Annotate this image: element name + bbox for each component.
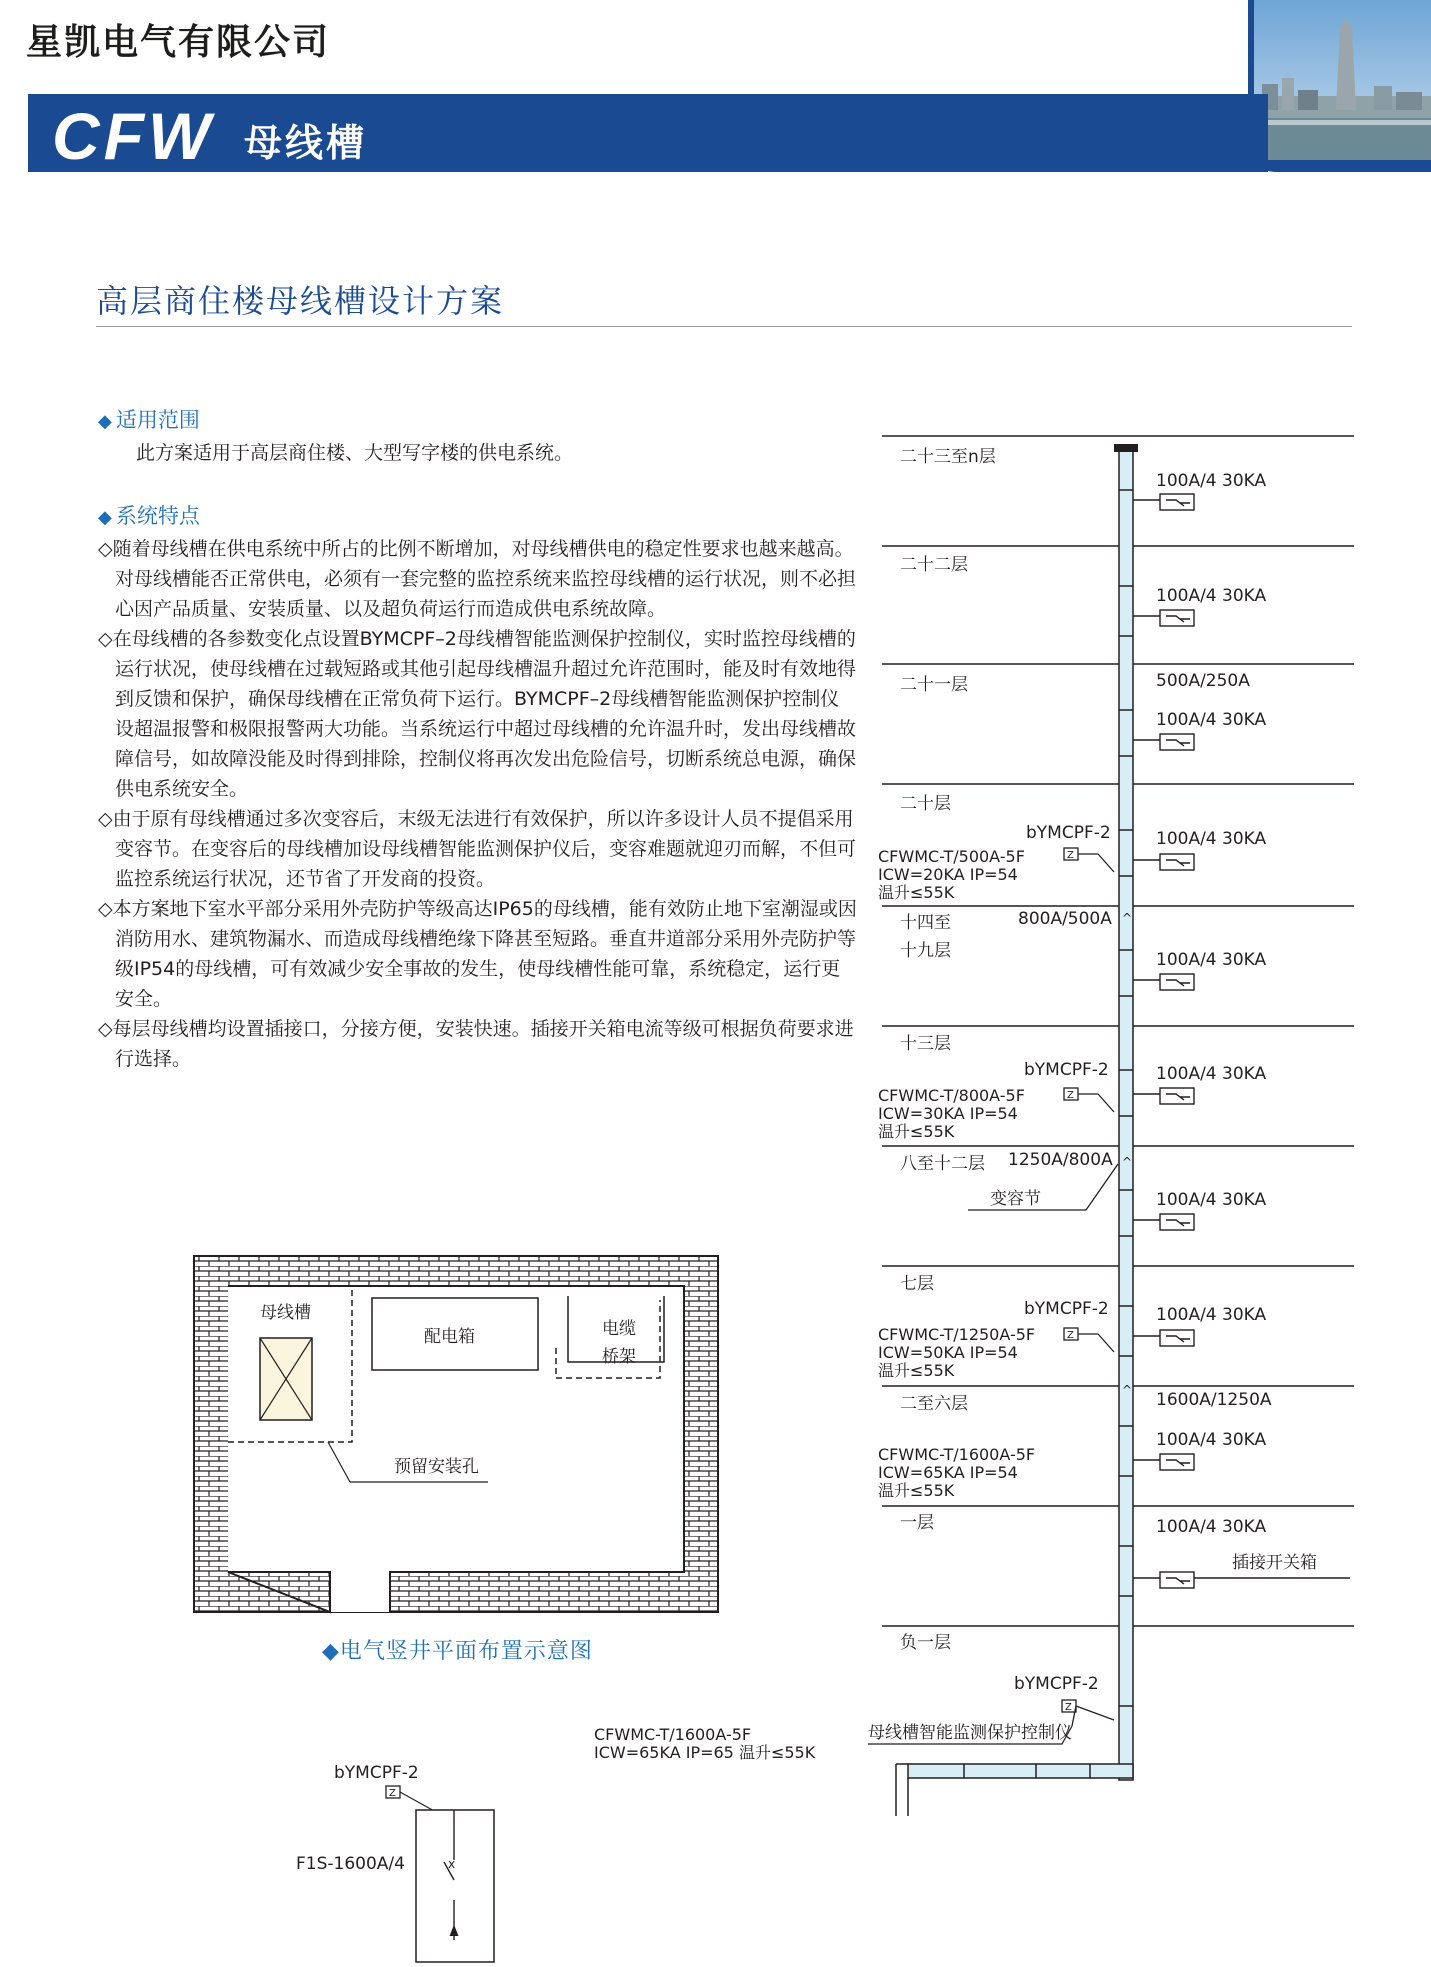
feature-item: ◇每层母线槽均设置插接口，分接方便，安装快速。插接开关箱电流等级可根据负荷要求进行选择。 bbox=[98, 1018, 854, 1070]
basement-spec: CFWMC-T/1600A-5F bbox=[594, 1725, 752, 1744]
company-name: 星凯电气有限公司 bbox=[26, 22, 331, 63]
segment-spec: CFWMC-T/1250A-5F bbox=[878, 1325, 1036, 1344]
product-code: CFW bbox=[52, 99, 215, 173]
floor-label: 二十二层 bbox=[900, 555, 968, 575]
svg-text:^: ^ bbox=[1122, 1383, 1133, 1397]
reserved-hole-label: 预留安装孔 bbox=[394, 1457, 479, 1477]
feature-item: ◇由于原有母线槽通过多次变容后，末级无法进行有效保护，所以许多设计人员不提倡采用变容节。在变容后的母线槽加设母线槽智能监测保护仪后，变容难题就迎刃而解，不但可监控系统运行状况，还节省了开发商的投资。 bbox=[98, 808, 857, 890]
tap-rating: 100A/4 30KA bbox=[1156, 1064, 1267, 1084]
tap-rating: 100A/4 30KA bbox=[1156, 950, 1267, 970]
scope-heading bbox=[98, 404, 200, 434]
svg-text:Z: Z bbox=[1067, 1090, 1074, 1101]
tap-rating: 100A/4 30KA bbox=[1156, 1517, 1267, 1537]
switch-cabinet-box bbox=[416, 1810, 494, 1962]
feature-item: ◇在母线槽的各参数变化点设置BYMCPF–2母线槽智能监测保护控制仪，实时监控母线槽的运行状况，使母线槽在过载短路或其他引起母线槽温升超过允许范围时，能及时有效地得到反馈和保护，确保母线槽在正常负荷下运行。BYMCPF–2母线槽智能监测保护控制仪设超温报警和极限报警两大功能。当系统运行中超过母线槽的允许温升时，发出母线槽故障信号，如故障没能及时得到排除，控制仪将再次发出危险信号，切断系统总电源，确保供电系统安全。 bbox=[98, 628, 857, 800]
feature-item: ◇本方案地下室水平部分采用外壳防护等级高达IP65的母线槽，能有效防止地下室潮湿或因消防用水、建筑物漏水、而造成母线槽绝缘下降甚至短路。垂直井道部分采用外壳防护等级IP54的母线槽，可有效减少安全事故的发生，使母线槽性能可靠，系统稳定，运行更安全。 bbox=[98, 898, 857, 1010]
vertical-busway bbox=[1119, 450, 1133, 1780]
svg-text:^: ^ bbox=[1122, 1155, 1133, 1169]
svg-text:Z: Z bbox=[389, 1788, 396, 1799]
monitor-z-icons bbox=[1062, 848, 1114, 1726]
svg-text:Z: Z bbox=[1065, 1702, 1072, 1713]
cable-tray-label-2: 桥架 bbox=[602, 1347, 636, 1367]
svg-text:x: x bbox=[448, 1857, 456, 1871]
monitor-label: bYMCPF-2 bbox=[334, 1763, 419, 1783]
floor-label: 二至六层 bbox=[900, 1394, 968, 1414]
features-heading bbox=[98, 500, 200, 530]
monitor-label: bYMCPF-2 bbox=[1026, 823, 1111, 843]
segment-spec: ICW=30KA IP=54 bbox=[878, 1104, 1018, 1123]
floor-label: 二十层 bbox=[900, 794, 951, 814]
floorplan-caption bbox=[322, 1634, 593, 1665]
cable-tray-label-1: 电缆 bbox=[602, 1319, 636, 1339]
segment-spec: CFWMC-T/800A-5F bbox=[878, 1086, 1025, 1105]
tap-rating: 100A/4 30KA bbox=[1156, 586, 1267, 606]
segment-spec: ICW=50KA IP=54 bbox=[878, 1343, 1018, 1362]
monitor-label: bYMCPF-2 bbox=[1014, 1674, 1099, 1694]
floorplan-caption-text: 电气竖井平面布置示意图 bbox=[339, 1639, 593, 1664]
diamond-bullet-icon: ◆ bbox=[98, 507, 112, 528]
svg-text:^: ^ bbox=[1122, 911, 1133, 925]
floor-label: 十九层 bbox=[900, 941, 951, 961]
svg-text:Z: Z bbox=[1067, 850, 1074, 861]
segment-spec: ICW=65KA IP=54 bbox=[878, 1463, 1018, 1482]
header-photo bbox=[1248, 0, 1431, 172]
capacity-section-label: 变容节 bbox=[990, 1189, 1041, 1209]
busway-label: 母线槽 bbox=[260, 1303, 311, 1323]
shaft-floor-plan bbox=[194, 1256, 718, 1612]
capacity-change-label: 1600A/1250A bbox=[1156, 1390, 1272, 1410]
floor-label: 一层 bbox=[900, 1513, 934, 1533]
busway-end-cap bbox=[1114, 444, 1138, 452]
monitor-full-label: 母线槽智能监测保护控制仪 bbox=[868, 1723, 1072, 1743]
segment-spec: 温升≤55K bbox=[878, 1361, 955, 1380]
diamond-bullet-icon: ◆ bbox=[322, 1639, 340, 1664]
segment-spec: CFWMC-T/500A-5F bbox=[878, 847, 1025, 866]
scope-text: 此方案适用于高层商住楼、大型写字楼的供电系统。 bbox=[136, 442, 574, 464]
capacity-change-label: 1250A/800A bbox=[1008, 1150, 1113, 1170]
plug-box-label: 插接开关箱 bbox=[1232, 1553, 1317, 1573]
floor-label: 十三层 bbox=[900, 1034, 951, 1054]
capacity-change-label: 500A/250A bbox=[1156, 671, 1250, 691]
feature-item: ◇随着母线槽在供电系统中所占的比例不断增加，对母线槽供电的稳定性要求也越来越高。对母线槽能否正常供电，必须有一套完整的监控系统来监控母线槽的运行状况，则不必担心因产品质量、安装质量、以及超负荷运行而造成供电系统故障。 bbox=[98, 538, 857, 620]
product-banner bbox=[28, 94, 1268, 172]
breaker-label: F1S-1600A/4 bbox=[296, 1854, 405, 1874]
floor-label: 二十一层 bbox=[900, 675, 968, 695]
floor-label: 二十三至n层 bbox=[900, 447, 996, 467]
tap-rating: 100A/4 30KA bbox=[1156, 471, 1267, 491]
segment-spec: 温升≤55K bbox=[878, 883, 955, 902]
floor-label: 八至十二层 bbox=[900, 1154, 985, 1174]
svg-text:Z: Z bbox=[1067, 1330, 1074, 1341]
basement-busway bbox=[908, 1764, 1133, 1778]
segment-spec: CFWMC-T/1600A-5F bbox=[878, 1445, 1036, 1464]
title-divider bbox=[96, 326, 1352, 327]
tap-off-switch-icons bbox=[1133, 494, 1350, 1588]
tap-rating: 100A/4 30KA bbox=[1156, 1305, 1267, 1325]
tap-rating: 100A/4 30KA bbox=[1156, 1430, 1267, 1450]
basement-spec: ICW=65KA IP=65 温升≤55K bbox=[594, 1743, 816, 1762]
floor-label: 负一层 bbox=[900, 1633, 951, 1653]
monitor-label: bYMCPF-2 bbox=[1024, 1299, 1109, 1319]
tap-rating: 100A/4 30KA bbox=[1156, 1190, 1267, 1210]
main-switch-cabinet bbox=[290, 1750, 540, 1967]
segment-spec: 温升≤55K bbox=[878, 1122, 955, 1141]
capacity-change-label: 800A/500A bbox=[1018, 909, 1112, 929]
segment-spec: ICW=20KA IP=54 bbox=[878, 865, 1018, 884]
floor-label: 十四至 bbox=[900, 913, 951, 933]
tap-rating: 100A/4 30KA bbox=[1156, 829, 1267, 849]
diamond-bullet-icon: ◆ bbox=[98, 411, 112, 432]
floor-label: 七层 bbox=[900, 1274, 934, 1294]
monitor-label: bYMCPF-2 bbox=[1024, 1060, 1109, 1080]
product-name: 母线槽 bbox=[244, 121, 368, 165]
features-heading-text: 系统特点 bbox=[115, 504, 200, 528]
section-title: 高层商住楼母线槽设计方案 bbox=[96, 282, 505, 320]
distribution-box-label: 配电箱 bbox=[424, 1327, 475, 1347]
scope-heading-text: 适用范围 bbox=[115, 408, 200, 432]
tap-rating: 100A/4 30KA bbox=[1156, 710, 1267, 730]
city-skyline-image bbox=[1254, 0, 1431, 160]
segment-spec: 温升≤55K bbox=[878, 1481, 955, 1500]
features-list bbox=[98, 534, 858, 1074]
